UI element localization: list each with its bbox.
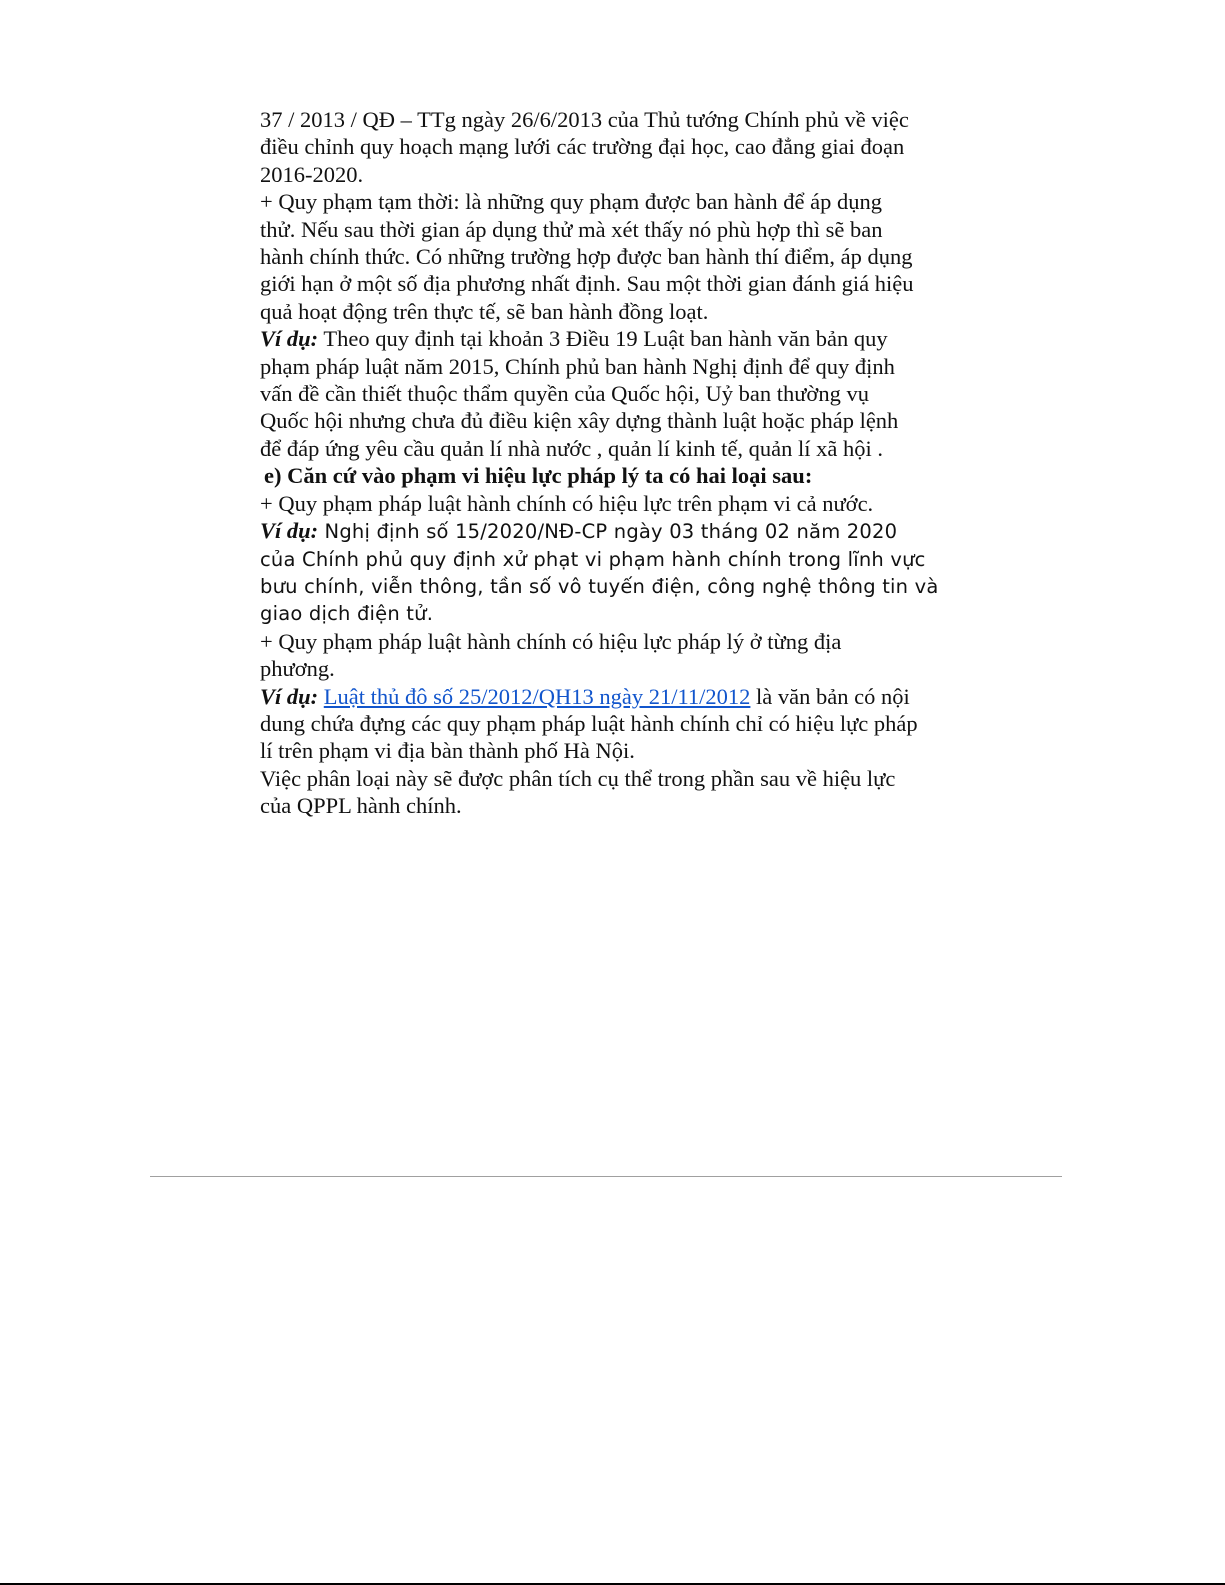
paragraph-line: Việc phân loại này sẽ được phân tích cụ thể trong phần sau về hiệu lực (260, 765, 896, 791)
paragraph-line: + Quy phạm tạm thời: là những quy phạm được ban hành để áp dụng (260, 189, 883, 215)
example-text: là văn bản có nội (750, 683, 910, 709)
paragraph-line: quả hoạt động trên thực tế, sẽ ban hành đồng loạt. (260, 298, 709, 324)
example-label: Ví dụ: (260, 326, 319, 352)
example-line (260, 517, 972, 545)
paragraph-line: lí trên phạm vi địa bàn thành phố Hà Nội. (260, 738, 635, 764)
example-label: Ví dụ: (260, 518, 319, 544)
paragraph-line: giới hạn ở một số địa phương nhất định. Sau một thời gian đánh giá hiệu (260, 271, 914, 297)
paragraph-line: để đáp ứng yêu cầu quản lí nhà nước , quản lí kinh tế, quản lí xã hội . (260, 435, 884, 461)
paragraph-line: điều chỉnh quy hoạch mạng lưới các trường đại học, cao đẳng giai đoạn (260, 134, 905, 160)
paragraph-line: thử. Nếu sau thời gian áp dụng thử mà xét thấy nó phù hợp thì sẽ ban (260, 216, 883, 242)
paragraph-line: của QPPL hành chính. (260, 793, 462, 819)
document-body (260, 106, 972, 820)
example-line (260, 683, 972, 710)
law-link[interactable]: Luật thủ đô số 25/2012/QH13 ngày 21/11/2012 (323, 683, 751, 709)
paragraph-line: giao dịch điện tử. (260, 602, 434, 626)
paragraph-line: của Chính phủ quy định xử phạt vi phạm hành chính trong lĩnh vực (260, 547, 926, 571)
example-line (260, 325, 972, 352)
paragraph-line: 2016-2020. (260, 161, 364, 187)
page-separator (150, 1176, 1062, 1177)
example-text: Theo quy định tại khoản 3 Điều 19 Luật ban hành văn bản quy (318, 326, 888, 352)
paragraph-line: hành chính thức. Có những trường hợp được ban hành thí điểm, áp dụng (260, 244, 913, 270)
paragraph-line: vấn đề cần thiết thuộc thẩm quyền của Quốc hội, Uỷ ban thường vụ (260, 381, 869, 407)
paragraph-line: 37 / 2013 / QĐ – TTg ngày 26/6/2013 của Thủ tướng Chính phủ về việc (260, 107, 909, 132)
section-heading: e) Căn cứ vào phạm vi hiệu lực pháp lý ta có hai loại sau: (264, 463, 813, 489)
paragraph-line: Quốc hội nhưng chưa đủ điều kiện xây dựng thành luật hoặc pháp lệnh (260, 408, 899, 434)
paragraph-line: dung chứa đựng các quy phạm pháp luật hành chính chỉ có hiệu lực pháp (260, 710, 918, 736)
paragraph-line: + Quy phạm pháp luật hành chính có hiệu lực pháp lý ở từng địa (260, 628, 842, 654)
paragraph-line: phạm pháp luật năm 2015, Chính phủ ban hành Nghị định để quy định (260, 353, 895, 379)
paragraph-line: phương. (260, 656, 335, 682)
example-text: Nghị định số 15/2020/NĐ-CP ngày 03 tháng 02 năm 2020 (318, 520, 898, 544)
example-label: Ví dụ: (260, 683, 319, 709)
paragraph-line: + Quy phạm pháp luật hành chính có hiệu lực trên phạm vi cả nước. (260, 490, 874, 516)
paragraph-line: bưu chính, viễn thông, tần số vô tuyến điện, công nghệ thông tin và (260, 574, 939, 598)
